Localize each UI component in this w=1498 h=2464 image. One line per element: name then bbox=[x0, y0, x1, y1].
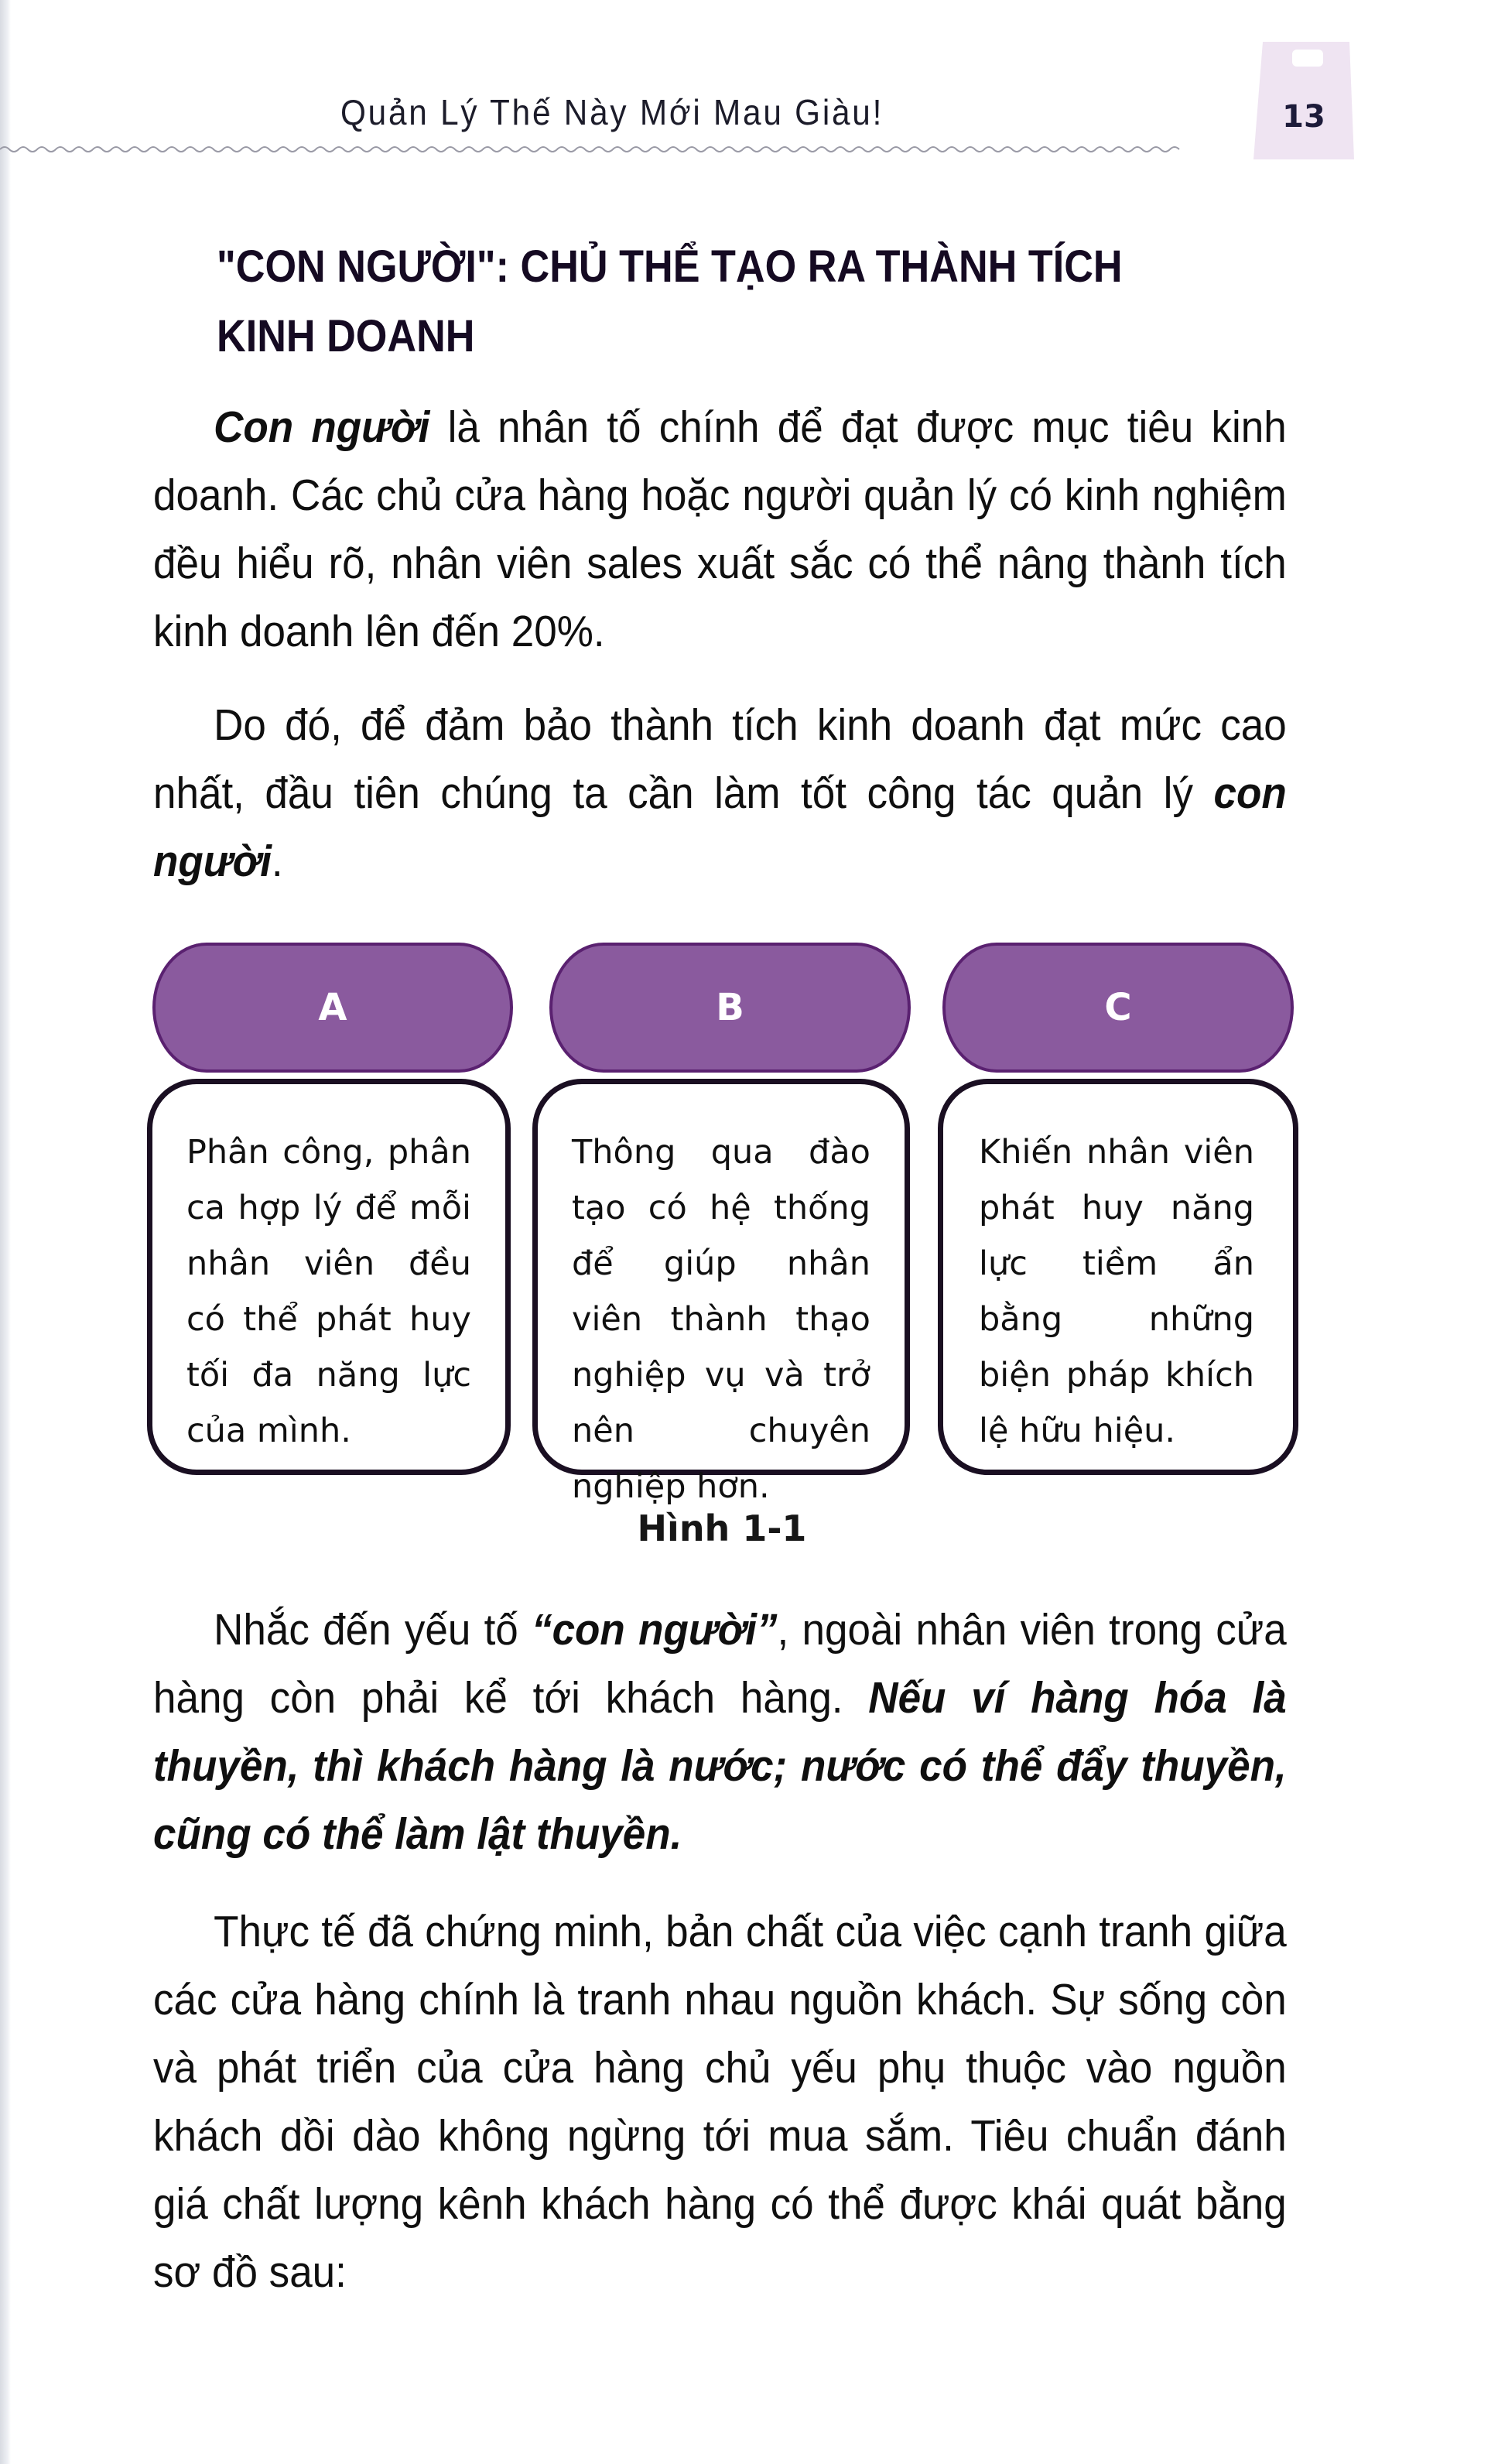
paragraph-2 bbox=[153, 691, 1287, 895]
paragraph-2-end: . bbox=[271, 837, 283, 886]
boat-water-metaphor: Nếu ví hàng hóa là thuyền, thì khách hàng là nước; nước có thể đẩy thuyền, cũng có thể làm lật thuyền. bbox=[153, 1673, 1287, 1859]
paragraph-2-text: Do đó, để đảm bảo thành tích kinh doanh đạt mức cao nhất, đầu tiên chúng ta cần làm tốt công tác quản lý bbox=[153, 700, 1287, 818]
paragraph-1-text: là nhân tố chính để đạt được mục tiêu kinh doanh. Các chủ cửa hàng hoặc người quản lý có kinh nghiệm đều hiểu rõ, nhân viên sales xuất sắc có thể nâng thành tích kinh doanh lên đến 20%. bbox=[153, 402, 1287, 656]
emphasis-con-nguoi: con người bbox=[153, 768, 1287, 886]
figure-label-c: C bbox=[1104, 986, 1132, 1029]
emphasis-con-nguoi: Con người bbox=[214, 402, 430, 452]
running-header-title: Quản Lý Thế Này Mới Mau Giàu! bbox=[340, 92, 884, 132]
paragraph-3 bbox=[153, 1596, 1287, 1868]
quote-con-nguoi: “con người” bbox=[532, 1605, 778, 1655]
paragraph-4-text: Thực tế đã chứng minh, bản chất của việc cạnh tranh giữa các cửa hàng chính là tranh nhau nguồn khách. Sự sống còn và phát triển của cửa hàng chủ yếu phụ thuộc vào nguồn khách dồi dào không ngừng tới mua sắm. Tiêu chuẩn đánh giá chất lượng kênh khách hàng có thể được khái quát bằng sơ đồ sau: bbox=[153, 1907, 1287, 2297]
figure-cap-c bbox=[942, 943, 1294, 1073]
section-heading: "CON NGƯỜI": CHỦ THỂ TẠO RA THÀNH TÍCH KINH DOANH bbox=[217, 241, 1123, 361]
figure-cap-a bbox=[152, 943, 513, 1073]
figure-box-b: Thông qua đào tạo có hệ thống để giúp nhân viên thành thạo nghiệp vụ và trở nên chuyên nghiệp hơn. bbox=[532, 1079, 910, 1475]
page-number: 13 bbox=[1282, 99, 1325, 135]
paragraph-3-text-a: Nhắc đến yếu tố bbox=[214, 1605, 532, 1655]
paragraph-3-text-b: , ngoài nhân viên trong cửa hàng còn phải kể tới khách hàng. bbox=[153, 1605, 1287, 1723]
figure-label-a: A bbox=[318, 986, 347, 1029]
paragraph-4 bbox=[153, 1898, 1287, 2306]
figure-box-c: Khiến nhân viên phát huy năng lực tiềm ẩn bằng những biện pháp khích lệ hữu hiệu. bbox=[938, 1079, 1298, 1475]
figure-box-a: Phân công, phân ca hợp lý để mỗi nhân viên đều có thể phát huy tối đa năng lực của mình. bbox=[147, 1079, 511, 1475]
figure-caption bbox=[0, 1507, 1498, 1549]
figure-cap-b bbox=[549, 943, 911, 1073]
paragraph-1 bbox=[153, 393, 1287, 666]
wavy-divider-line bbox=[0, 144, 1207, 155]
figure-label-b: B bbox=[716, 986, 744, 1029]
page-gutter-shadow bbox=[0, 0, 11, 2464]
figure-caption-text: Hình 1-1 bbox=[637, 1507, 807, 1549]
